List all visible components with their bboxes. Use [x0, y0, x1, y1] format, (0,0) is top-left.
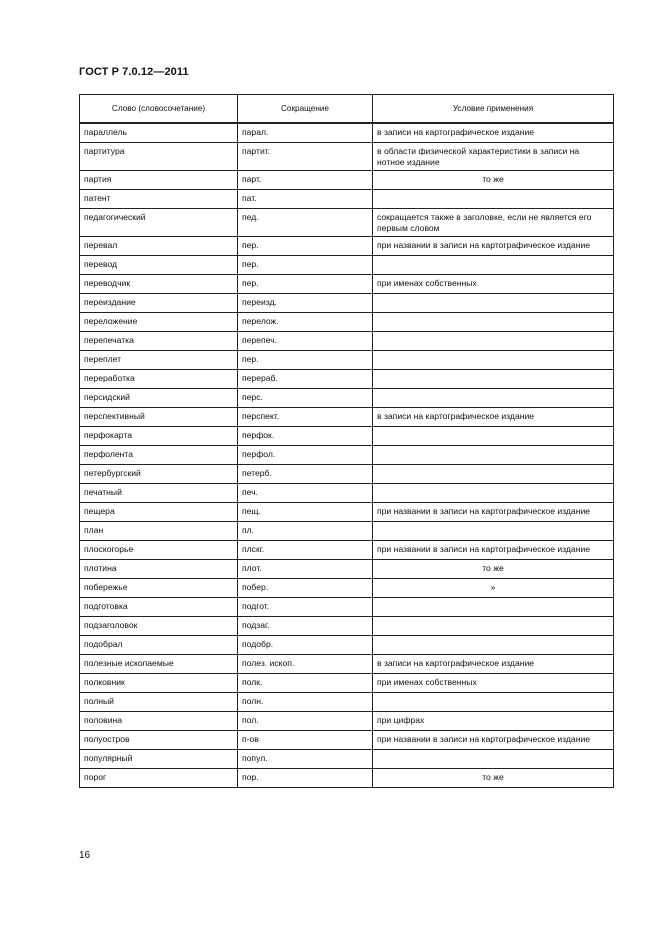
cell-word: перспективный: [80, 408, 238, 427]
cell-condition: то же: [373, 171, 614, 190]
cell-word: перевод: [80, 256, 238, 275]
cell-word: параллель: [80, 123, 238, 143]
cell-word: петербургский: [80, 465, 238, 484]
cell-abbreviation: полез. ископ.: [238, 655, 373, 674]
cell-condition: [373, 427, 614, 446]
table-row: [80, 598, 614, 617]
cell-abbreviation: подобр.: [238, 636, 373, 655]
table-row: [80, 209, 614, 237]
cell-abbreviation: парал.: [238, 123, 373, 143]
table-row: [80, 693, 614, 712]
cell-word: план: [80, 522, 238, 541]
cell-word: партия: [80, 171, 238, 190]
table-row: [80, 143, 614, 171]
cell-condition: [373, 693, 614, 712]
cell-condition: [373, 389, 614, 408]
column-header-word: Слово (словосочетание): [80, 95, 238, 124]
cell-word: подобрал: [80, 636, 238, 655]
cell-word: патент: [80, 190, 238, 209]
cell-word: пещера: [80, 503, 238, 522]
cell-word: полуостров: [80, 731, 238, 750]
table-row: [80, 351, 614, 370]
table-row: [80, 294, 614, 313]
cell-abbreviation: печ.: [238, 484, 373, 503]
cell-abbreviation: перфол.: [238, 446, 373, 465]
cell-abbreviation: попул.: [238, 750, 373, 769]
table-header-row: [80, 95, 614, 124]
cell-abbreviation: полк.: [238, 674, 373, 693]
table-row: [80, 579, 614, 598]
cell-word: переработка: [80, 370, 238, 389]
table-row: [80, 674, 614, 693]
cell-condition: при названии в записи на картографическое издание: [373, 237, 614, 256]
cell-abbreviation: пер.: [238, 351, 373, 370]
cell-word: перевал: [80, 237, 238, 256]
cell-condition: при именах собственных: [373, 275, 614, 294]
table-body: [80, 123, 614, 788]
cell-abbreviation: плот.: [238, 560, 373, 579]
cell-condition: [373, 522, 614, 541]
table-row: [80, 465, 614, 484]
cell-condition: [373, 617, 614, 636]
table-row: [80, 332, 614, 351]
cell-abbreviation: пол.: [238, 712, 373, 731]
cell-condition: сокращается также в заголовке, если не является его первым словом: [373, 209, 614, 237]
cell-abbreviation: пер.: [238, 256, 373, 275]
cell-condition: в области физической характеристики в записи на нотное издание: [373, 143, 614, 171]
table-row: [80, 712, 614, 731]
cell-word: половина: [80, 712, 238, 731]
cell-word: перепечатка: [80, 332, 238, 351]
cell-word: полезные ископаемые: [80, 655, 238, 674]
cell-abbreviation: перфок.: [238, 427, 373, 446]
table-row: [80, 560, 614, 579]
cell-abbreviation: пещ.: [238, 503, 373, 522]
table-row: [80, 171, 614, 190]
abbreviations-table: [79, 94, 614, 788]
cell-condition: при названии в записи на картографическое издание: [373, 731, 614, 750]
cell-condition: [373, 351, 614, 370]
table-row: [80, 769, 614, 788]
cell-abbreviation: перепеч.: [238, 332, 373, 351]
document-title: ГОСТ Р 7.0.12—2011: [79, 66, 189, 78]
cell-abbreviation: петерб.: [238, 465, 373, 484]
table-row: [80, 541, 614, 560]
cell-word: подзаголовок: [80, 617, 238, 636]
cell-word: побережье: [80, 579, 238, 598]
table-row: [80, 256, 614, 275]
cell-abbreviation: подгот.: [238, 598, 373, 617]
table-row: [80, 190, 614, 209]
cell-condition: [373, 294, 614, 313]
cell-condition: то же: [373, 560, 614, 579]
cell-condition: при цифрах: [373, 712, 614, 731]
cell-condition: при названии в записи на картографическое издание: [373, 541, 614, 560]
cell-word: переводчик: [80, 275, 238, 294]
cell-word: порог: [80, 769, 238, 788]
cell-word: полковник: [80, 674, 238, 693]
table-row: [80, 275, 614, 294]
cell-condition: [373, 465, 614, 484]
table-row: [80, 446, 614, 465]
table-row: [80, 123, 614, 143]
cell-abbreviation: перс.: [238, 389, 373, 408]
cell-condition: »: [373, 579, 614, 598]
cell-word: партитура: [80, 143, 238, 171]
cell-abbreviation: пат.: [238, 190, 373, 209]
cell-word: персидский: [80, 389, 238, 408]
cell-condition: при именах собственных: [373, 674, 614, 693]
cell-word: переложение: [80, 313, 238, 332]
table-row: [80, 484, 614, 503]
cell-abbreviation: парт.: [238, 171, 373, 190]
cell-condition: [373, 446, 614, 465]
cell-condition: [373, 370, 614, 389]
cell-condition: [373, 190, 614, 209]
cell-word: подготовка: [80, 598, 238, 617]
cell-abbreviation: перелож.: [238, 313, 373, 332]
cell-condition: [373, 636, 614, 655]
table-row: [80, 370, 614, 389]
table-row: [80, 750, 614, 769]
table-row: [80, 313, 614, 332]
cell-abbreviation: пл.: [238, 522, 373, 541]
cell-word: перфокарта: [80, 427, 238, 446]
cell-condition: [373, 256, 614, 275]
column-header-condition: Условие применения: [373, 95, 614, 124]
cell-condition: в записи на картографическое издание: [373, 655, 614, 674]
cell-abbreviation: плскг.: [238, 541, 373, 560]
table-row: [80, 408, 614, 427]
page-number: 16: [79, 850, 91, 861]
cell-abbreviation: пед.: [238, 209, 373, 237]
cell-condition: при названии в записи на картографическое издание: [373, 503, 614, 522]
cell-abbreviation: пер.: [238, 237, 373, 256]
cell-word: полный: [80, 693, 238, 712]
table-row: [80, 389, 614, 408]
table-row: [80, 503, 614, 522]
cell-word: плотина: [80, 560, 238, 579]
cell-word: плоскогорье: [80, 541, 238, 560]
cell-condition: [373, 484, 614, 503]
table-row: [80, 731, 614, 750]
cell-word: популярный: [80, 750, 238, 769]
cell-abbreviation: перераб.: [238, 370, 373, 389]
cell-condition: [373, 598, 614, 617]
table-row: [80, 617, 614, 636]
cell-word: переиздание: [80, 294, 238, 313]
cell-condition: [373, 313, 614, 332]
cell-abbreviation: полн.: [238, 693, 373, 712]
column-header-abbreviation: Сокращение: [238, 95, 373, 124]
cell-condition: то же: [373, 769, 614, 788]
cell-condition: в записи на картографическое издание: [373, 408, 614, 427]
table-row: [80, 427, 614, 446]
cell-word: педагогический: [80, 209, 238, 237]
table-row: [80, 237, 614, 256]
cell-word: перфолента: [80, 446, 238, 465]
cell-abbreviation: побер.: [238, 579, 373, 598]
cell-abbreviation: подзаг.: [238, 617, 373, 636]
cell-condition: [373, 750, 614, 769]
cell-abbreviation: партит.: [238, 143, 373, 171]
cell-abbreviation: п-ов: [238, 731, 373, 750]
cell-abbreviation: пер.: [238, 275, 373, 294]
cell-abbreviation: пор.: [238, 769, 373, 788]
cell-word: печатный: [80, 484, 238, 503]
table-row: [80, 636, 614, 655]
cell-word: переплет: [80, 351, 238, 370]
cell-abbreviation: перспект.: [238, 408, 373, 427]
cell-abbreviation: переизд.: [238, 294, 373, 313]
cell-condition: в записи на картографическое издание: [373, 123, 614, 143]
table-row: [80, 655, 614, 674]
cell-condition: [373, 332, 614, 351]
table-row: [80, 522, 614, 541]
